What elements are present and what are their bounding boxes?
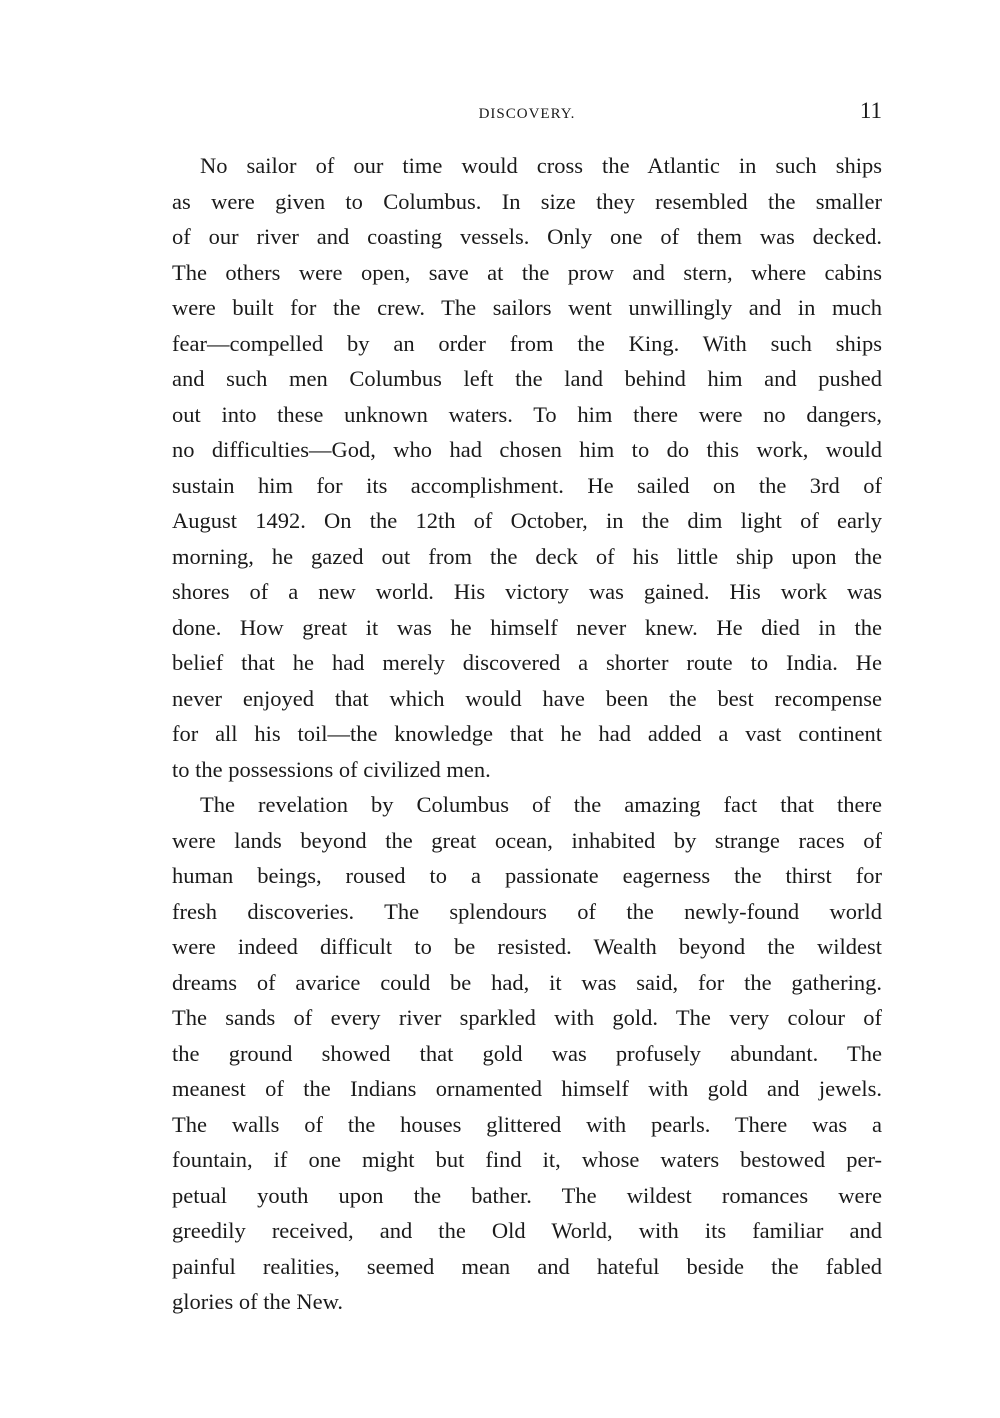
page-body [172, 148, 882, 1320]
page-number: 11 [859, 98, 882, 123]
text-line: meanest of the Indians ornamented himself with gold and jewels. [172, 1076, 882, 1101]
text-line: were lands beyond the great ocean, inhabited by strange races of [172, 827, 882, 853]
text-line: dreams of avarice could be had, it was said, for the gathering. [172, 969, 882, 995]
text-line: the ground showed that gold was profusely abundant. The [172, 1040, 882, 1066]
text-line: No sailor of our time would cross the Atlantic in such ships [200, 153, 882, 178]
text-line: glories of the New. [172, 1289, 343, 1314]
text-line: greedily received, and the Old World, with its familiar and [172, 1218, 882, 1243]
text-line: out into these unknown waters. To him there were no dangers, [172, 401, 882, 427]
text-line: August 1492. On the 12th of October, in the dim light of early [172, 508, 882, 533]
page-header [172, 98, 882, 128]
text-line: fountain, if one might but find it, whose waters bestowed per- [172, 1147, 882, 1172]
text-line: never enjoyed that which would have been the best recompense [172, 685, 882, 711]
text-line: The walls of the houses glittered with pearls. There was a [172, 1111, 882, 1137]
text-line: petual youth upon the bather. The wildest romances were [172, 1182, 882, 1208]
running-title: DISCOVERY. [478, 106, 576, 122]
text-line: The revelation by Columbus of the amazing fact that there [200, 792, 882, 817]
text-line: to the possessions of civilized men. [172, 756, 491, 782]
text-line: were indeed difficult to be resisted. Wealth beyond the wildest [172, 934, 882, 959]
text-line: no difficulties—God, who had chosen him to do this work, would [172, 437, 882, 462]
text-line: shores of a new world. His victory was gained. His work was [172, 579, 882, 604]
text-line: The sands of every river sparkled with gold. The very colour of [172, 1005, 882, 1030]
text-line: fresh discoveries. The splendours of the newly-found world [172, 898, 882, 924]
text-line: The others were open, save at the prow and stern, where cabins [172, 259, 882, 285]
text-line: done. How great it was he himself never knew. He died in the [172, 614, 882, 640]
text-line: were built for the crew. The sailors went unwillingly and in much [172, 295, 882, 320]
text-line: and such men Columbus left the land behind him and pushed [172, 366, 882, 391]
text-line: fear—compelled by an order from the King. With such ships [172, 330, 882, 356]
text-line: belief that he had merely discovered a shorter route to India. He [172, 650, 882, 675]
text-line: morning, he gazed out from the deck of his little ship upon the [172, 543, 882, 569]
paragraph [172, 148, 882, 787]
text-line: for all his toil—the knowledge that he had added a vast continent [172, 721, 882, 746]
text-line: painful realities, seemed mean and hateful beside the fabled [172, 1253, 882, 1279]
text-line: as were given to Columbus. In size they resembled the smaller [172, 188, 882, 214]
text-line: sustain him for its accomplishment. He sailed on the 3rd of [172, 472, 882, 498]
text-line: of our river and coasting vessels. Only one of them was decked. [172, 224, 882, 249]
paragraph [172, 787, 882, 1320]
text-line: human beings, roused to a passionate eagerness the thirst for [172, 863, 882, 888]
